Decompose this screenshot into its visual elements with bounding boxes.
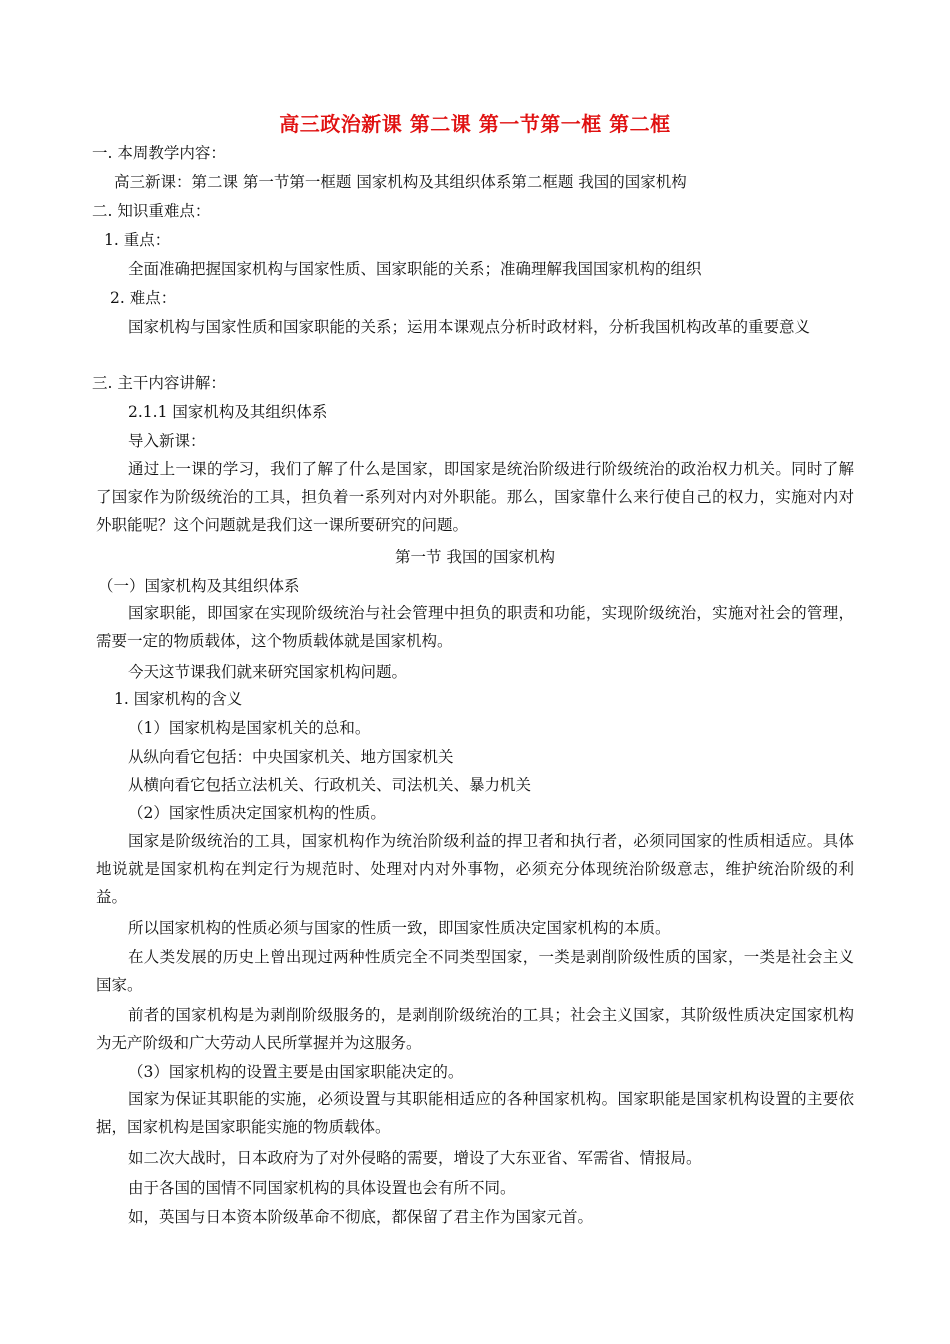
key-point-text: 全面准确把握国家机构与国家性质、国家职能的关系；准确理解我国国家机构的组织	[128, 260, 702, 278]
paragraph-nature: 所以国家机构的性质必须与国家的性质一致，即国家性质决定国家机构的本质。	[128, 919, 671, 937]
key-point-label: 1. 重点：	[104, 231, 171, 249]
paragraph-class-tool: 国家是阶级统治的工具，国家机构作为统治阶级利益的捍卫者和执行者，必须同国家的性质相适应。具体地说就是国家机构在判定行为规范时、处理对内对外事物，必须充分体现统治阶级意志，维护统治阶级的利益。	[96, 832, 854, 906]
section-heading-3: 三. 主干内容讲解：	[92, 374, 226, 392]
section-heading-1: 一. 本周教学内容：	[92, 144, 226, 162]
paragraph-differences: 由于各国的国情不同国家机构的具体设置也会有所不同。	[128, 1179, 516, 1197]
intro-paragraph: 通过上一课的学习，我们了解了什么是国家，即国家是统治阶级进行阶级统治的政治权力机关。同时了解了国家作为阶级统治的工具，担负着一系列对内对外职能。那么，国家靠什么来行使自己的权力，实施对内对外职能呢？这个问题就是我们这一课所要研究的问题。	[96, 460, 854, 534]
difficulty-label: 2. 难点：	[110, 289, 177, 307]
paragraph-setup: 国家为保证其职能的实施，必须设置与其职能相适应的各种国家机构。国家职能是国家机构设置的主要依据，国家机构是国家职能实施的物质载体。	[96, 1090, 854, 1136]
teaching-content-line: 高三新课：第二课 第一节第一框题 国家机构及其组织体系第二框题 我国的国家机构	[114, 173, 687, 191]
paragraph-ww2: 如二次大战时，日本政府为了对外侵略的需要，增设了大东亚省、军需省、情报局。	[128, 1149, 702, 1167]
difficulty-text: 国家机构与国家性质和国家职能的关系；运用本课观点分析时政材料，分析我国机构改革的重要意义	[128, 318, 811, 336]
meaning-heading: 1. 国家机构的含义	[114, 690, 243, 708]
intro-label: 导入新课：	[128, 432, 206, 450]
paragraph-today: 今天这节课我们就来研究国家机构问题。	[128, 663, 408, 681]
paragraph-history: 在人类发展的历史上曾出现过两种性质完全不同类型国家，一类是剥削阶级性质的国家，一类是社会主义国家。	[96, 948, 854, 994]
section-title: 第一节 我国的国家机构	[395, 548, 555, 566]
part-1-heading: （一）国家机构及其组织体系	[98, 577, 300, 595]
vertical-view: 从纵向看它包括：中央国家机关、地方国家机关	[128, 748, 454, 766]
document-title: 高三政治新课 第二课 第一节第一框 第二框	[279, 112, 671, 136]
paragraph-uk-japan: 如，英国与日本资本阶级革命不彻底，都保留了君主作为国家元首。	[128, 1208, 594, 1226]
section-heading-2: 二. 知识重难点：	[92, 202, 211, 220]
paragraph-state-function: 国家职能，即国家在实现阶级统治与社会管理中担负的职责和功能，实现阶级统治，实施对社会的管理，需要一定的物质载体，这个物质载体就是国家机构。	[96, 604, 854, 650]
point-3: （3）国家机构的设置主要是由国家职能决定的。	[128, 1063, 464, 1081]
subsection-2-1-1: 2.1.1 国家机构及其组织体系	[128, 403, 328, 421]
point-1: （1）国家机构是国家机关的总和。	[128, 719, 371, 737]
horizontal-view: 从横向看它包括立法机关、行政机关、司法机关、暴力机关	[128, 776, 532, 794]
paragraph-former: 前者的国家机构是为剥削阶级服务的，是剥削阶级统治的工具；社会主义国家，其阶级性质决定国家机构为无产阶级和广大劳动人民所掌握并为这服务。	[96, 1006, 854, 1052]
point-2: （2）国家性质决定国家机构的性质。	[128, 804, 386, 822]
